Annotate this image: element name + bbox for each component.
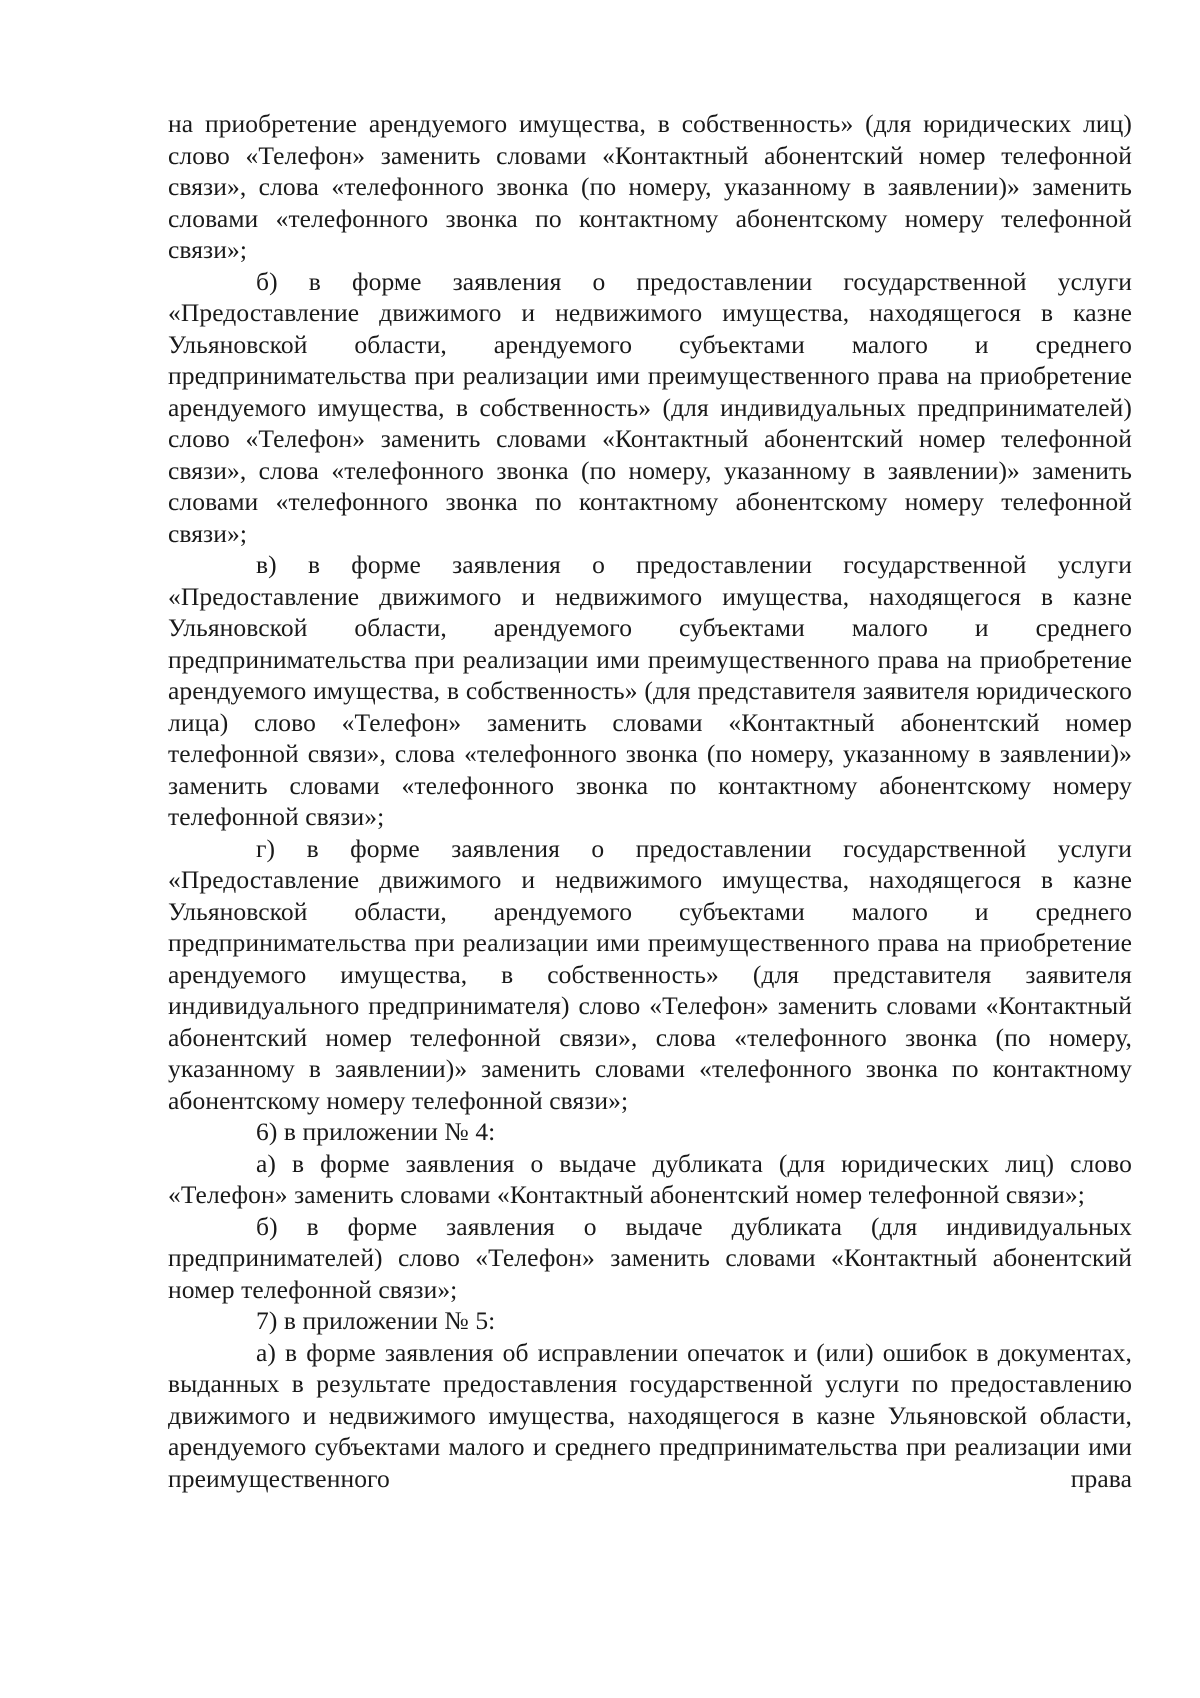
paragraph-item-a-appendix4: а) в форме заявления о выдаче дубликата (для юридических лиц) слово «Телефон» заменить словами «Контактный абонентский номер телефонной связи»; — [168, 1148, 1132, 1209]
paragraph-item-g-appendix3: г) в форме заявления о предоставлении государственной услуги «Предоставление движимого и недвижимого имущества, находящегося в казне Ульяновской области, арендуемого субъектами малого и среднего предпринимательства при реализации ими преимущественного права на приобретение арендуемого имущества, в собственность» (для представителя заявителя индивидуального предпринимателя) слово «Телефон» заменить словами «Контактный абонентский номер телефонной связи», слова «телефонного звонка (по номеру, указанному в заявлении)» заменить словами «телефонного звонка по контактному абонентскому номеру телефонной связи»; — [168, 833, 1132, 1115]
paragraph-item-b-appendix3: б) в форме заявления о предоставлении государственной услуги «Предоставление движимого и недвижимого имущества, находящегося в казне Ульяновской области, арендуемого субъектами малого и среднего предпринимательства при реализации ими преимущественного права на приобретение арендуемого имущества, в собственность» (для индивидуальных предпринимателей) слово «Телефон» заменить словами «Контактный абонентский номер телефонной связи», слова «телефонного звонка (по номеру, указанному в заявлении)» заменить словами «телефонного звонка по контактному абонентскому номеру телефонной связи»; — [168, 266, 1132, 548]
paragraph-item-v-appendix3: в) в форме заявления о предоставлении государственной услуги «Предоставление движимого и недвижимого имущества, находящегося в казне Ульяновской области, арендуемого субъектами малого и среднего предпринимательства при реализации ими преимущественного права на приобретение арендуемого имущества, в собственность» (для представителя заявителя юридического лица) слово «Телефон» заменить словами «Контактный абонентский номер телефонной связи», слова «телефонного звонка (по номеру, указанному в заявлении)» заменить словами «телефонного звонка по контактному абонентскому номеру телефонной связи»; — [168, 550, 1132, 831]
paragraph-item-a-appendix5: а) в форме заявления об исправлении опечаток и (или) ошибок в документах, выданных в результате предоставления государственной услуги по предоставлению движимого и недвижимого имущества, находящегося в казне Ульяновской области, арендуемого субъектами малого и среднего предпринимательства при реализации ими преимущественного права — [168, 1337, 1132, 1493]
paragraph-item-b-appendix4: б) в форме заявления о выдаче дубликата (для индивидуальных предпринимателей) слово «Телефон» заменить словами «Контактный абонентский номер телефонной связи»; — [168, 1211, 1132, 1304]
paragraph-appendix4-heading: 6) в приложении № 4: — [256, 1117, 496, 1146]
document-body — [168, 108, 1132, 1494]
paragraph-continuation: на приобретение арендуемого имущества, в собственность» (для юридических лиц) слово «Телефон» заменить словами «Контактный абонентский номер телефонной связи», слова «телефонного звонка (по номеру, указанному в заявлении)» заменить словами «телефонного звонка по контактному абонентскому номеру телефонной связи»; — [168, 109, 1132, 264]
paragraph-appendix5-heading: 7) в приложении № 5: — [256, 1306, 496, 1335]
